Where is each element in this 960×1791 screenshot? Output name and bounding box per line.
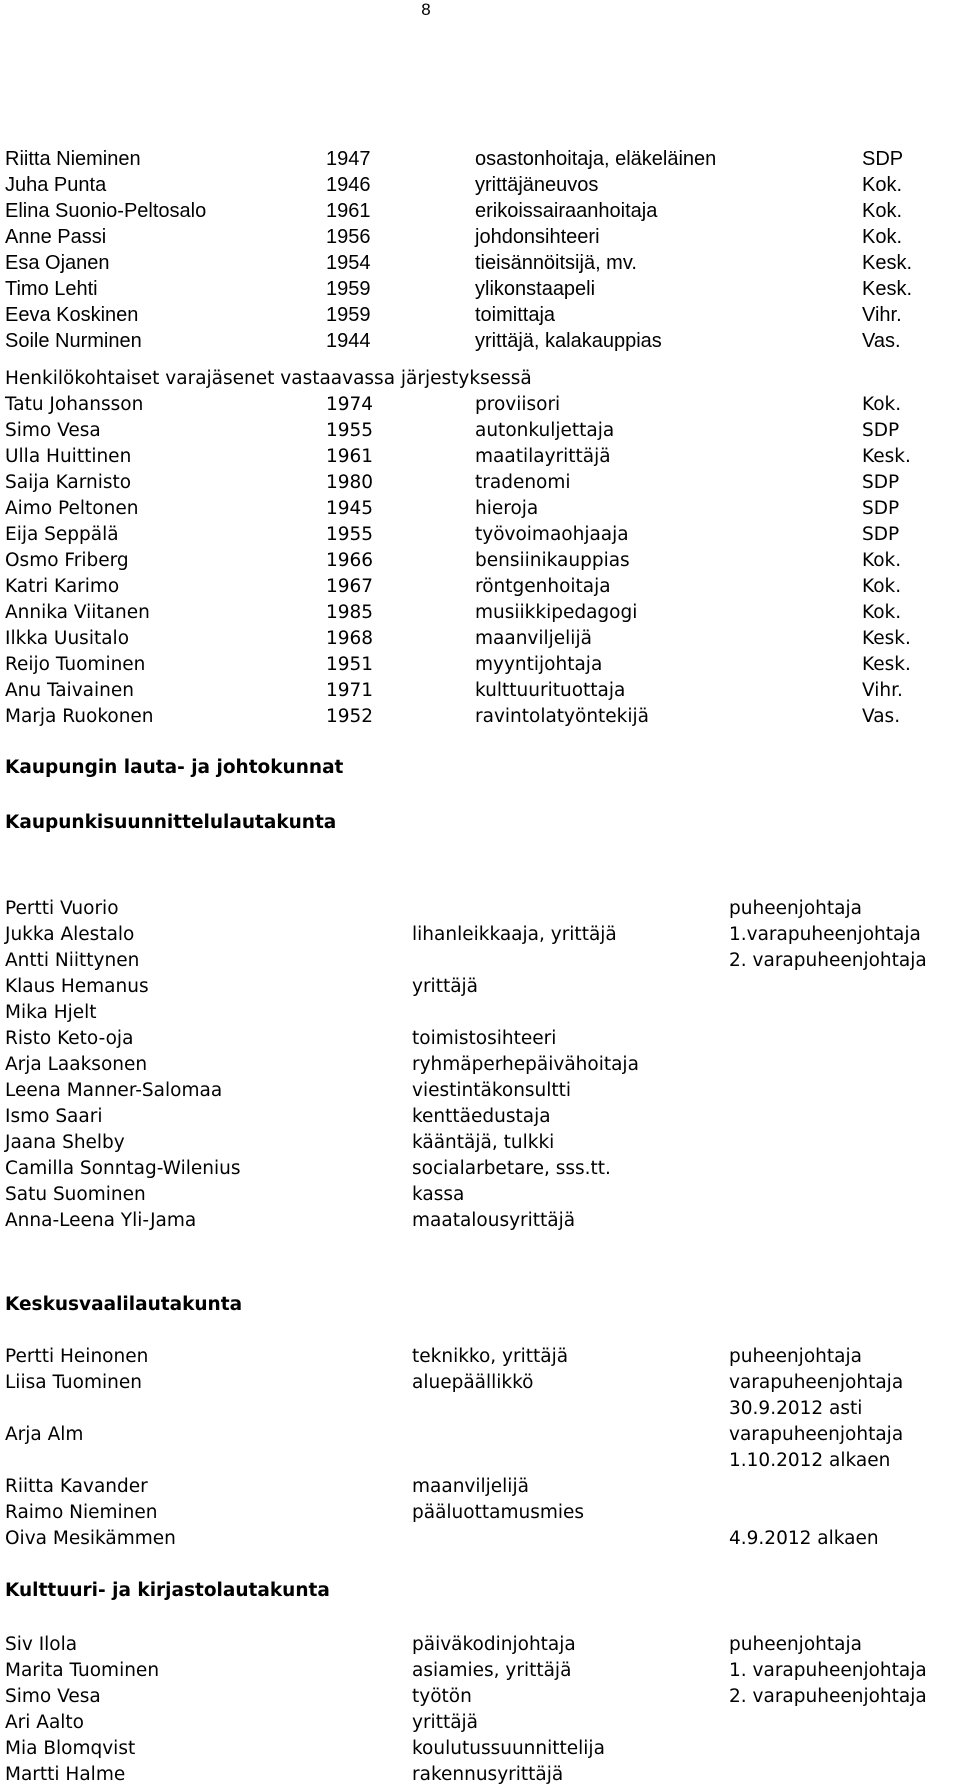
board-title: Kulttuuri- ja kirjastolautakunta: [5, 1580, 330, 1601]
deputy-year: 1955: [326, 420, 374, 441]
board-member-name: Liisa Tuominen: [5, 1372, 142, 1393]
board-member-job: koulutussuunnittelija: [412, 1738, 605, 1759]
table-row: [0, 1026, 960, 1052]
deputy-party: Kok.: [862, 550, 902, 571]
board-member-name: Anna-Leena Yli-Jama: [5, 1210, 197, 1231]
table-row: [0, 198, 960, 224]
deputy-name: Aimo Peltonen: [5, 498, 139, 519]
deputy-name: Ilkka Uusitalo: [5, 628, 130, 649]
deputy-job: musiikkipedagogi: [475, 602, 638, 623]
table-row: [0, 418, 960, 444]
deputy-year: 1945: [326, 498, 374, 519]
deputy-party: SDP: [862, 472, 900, 493]
deputy-job: proviisori: [475, 394, 561, 415]
table-row: [0, 1208, 960, 1234]
board-member-job: lihanleikkaaja, yrittäjä: [412, 924, 617, 945]
table-row: [0, 1500, 960, 1526]
member-job: erikoissairaanhoitaja: [475, 200, 658, 222]
board-member-role: 2. varapuheenjohtaja: [729, 1686, 927, 1707]
board-member-name: Martti Halme: [5, 1764, 126, 1785]
member-year: 1961: [326, 200, 371, 222]
table-row: [0, 1182, 960, 1208]
board-member-job: rakennusyrittäjä: [412, 1764, 564, 1785]
deputy-year: 1980: [326, 472, 374, 493]
board-member-role: varapuheenjohtaja: [729, 1372, 904, 1393]
member-party: SDP: [862, 148, 904, 170]
deputy-party: Kesk.: [862, 654, 911, 675]
board-member-job: kenttäedustaja: [412, 1106, 551, 1127]
table-row: [0, 1130, 960, 1156]
board-member-job: maatalousyrittäjä: [412, 1210, 576, 1231]
deputy-name: Saija Karnisto: [5, 472, 132, 493]
board-member-job: päiväkodinjohtaja: [412, 1634, 576, 1655]
deputy-name: Tatu Johansson: [5, 394, 144, 415]
deputy-name: Anu Taivainen: [5, 680, 134, 701]
board-member-role: 30.9.2012 asti: [729, 1398, 863, 1419]
table-row: [0, 1078, 960, 1104]
deputy-name: Reijo Tuominen: [5, 654, 146, 675]
board-member-name: Antti Niittynen: [5, 950, 140, 971]
deputy-job: autonkuljettaja: [475, 420, 615, 441]
member-year: 1959: [326, 278, 371, 300]
deputy-year: 1955: [326, 524, 374, 545]
table-row: [0, 328, 960, 354]
table-row: [0, 1104, 960, 1130]
table-row: [0, 896, 960, 922]
table-row: [0, 678, 960, 704]
member-job: yrittäjä, kalakauppias: [475, 330, 662, 352]
member-party: Kok.: [862, 200, 903, 222]
member-year: 1944: [326, 330, 371, 352]
deputy-job: myyntijohtaja: [475, 654, 603, 675]
member-party: Kesk.: [862, 252, 913, 274]
table-row: [0, 1422, 960, 1448]
deputy-party: Vas.: [862, 706, 901, 727]
table-row: [0, 626, 960, 652]
board-member-name: Leena Manner-Salomaa: [5, 1080, 223, 1101]
deputy-year: 1985: [326, 602, 374, 623]
board-member-job: viestintäkonsultti: [412, 1080, 572, 1101]
board-member-role: puheenjohtaja: [729, 898, 862, 919]
table-row: [0, 172, 960, 198]
board-member-name: Mia Blomqvist: [5, 1738, 136, 1759]
deputy-job: bensiinikauppias: [475, 550, 630, 571]
table-row: [0, 224, 960, 250]
deputy-name: Ulla Huittinen: [5, 446, 132, 467]
deputy-job: ravintolatyöntekijä: [475, 706, 650, 727]
table-row: [0, 1052, 960, 1078]
table-row: [0, 1736, 960, 1762]
member-name: Eeva Koskinen: [5, 304, 139, 326]
board-member-job: ryhmäperhepäivähoitaja: [412, 1054, 639, 1075]
board-member-job: aluepäällikkö: [412, 1372, 534, 1393]
deputy-job: työvoimaohjaaja: [475, 524, 629, 545]
board-member-name: Arja Laaksonen: [5, 1054, 148, 1075]
deputy-year: 1974: [326, 394, 374, 415]
member-name: Soile Nurminen: [5, 330, 142, 352]
deputy-year: 1967: [326, 576, 374, 597]
board-member-role: 2. varapuheenjohtaja: [729, 950, 927, 971]
board-member-job: pääluottamusmies: [412, 1502, 585, 1523]
board-member-job: maanviljelijä: [412, 1476, 529, 1497]
board-member-job: teknikko, yrittäjä: [412, 1346, 569, 1367]
board-member-name: Pertti Vuorio: [5, 898, 119, 919]
board-member-name: Raimo Nieminen: [5, 1502, 158, 1523]
deputy-year: 1971: [326, 680, 374, 701]
member-name: Timo Lehti: [5, 278, 98, 300]
board-member-name: Jaana Shelby: [5, 1132, 125, 1153]
board-member-name: Ari Aalto: [5, 1712, 84, 1733]
table-row: [0, 1474, 960, 1500]
table-row: [0, 574, 960, 600]
deputy-party: Kok.: [862, 576, 902, 597]
board-member-name: Jukka Alestalo: [5, 924, 135, 945]
board-title: Keskusvaalilautakunta: [5, 1294, 243, 1315]
board-member-job: yrittäjä: [412, 976, 479, 997]
table-row: [0, 146, 960, 172]
deputy-name: Simo Vesa: [5, 420, 101, 441]
member-name: Juha Punta: [5, 174, 107, 196]
deputy-year: 1966: [326, 550, 374, 571]
board-member-name: Simo Vesa: [5, 1686, 101, 1707]
board-member-name: Risto Keto-oja: [5, 1028, 134, 1049]
board-member-name: Klaus Hemanus: [5, 976, 149, 997]
board-member-job: yrittäjä: [412, 1712, 479, 1733]
table-row: [0, 1448, 960, 1474]
board-member-role: 1. varapuheenjohtaja: [729, 1660, 927, 1681]
board-member-role: 4.9.2012 alkaen: [729, 1528, 879, 1549]
member-party: Kesk.: [862, 278, 913, 300]
board-member-role: puheenjohtaja: [729, 1346, 862, 1367]
board-member-name: Satu Suominen: [5, 1184, 146, 1205]
board-member-job: socialarbetare, sss.tt.: [412, 1158, 611, 1179]
member-job: toimittaja: [475, 304, 556, 326]
table-row: [0, 444, 960, 470]
board-member-name: Arja Alm: [5, 1424, 84, 1445]
member-name: Riitta Nieminen: [5, 148, 141, 170]
member-party: Vihr.: [862, 304, 902, 326]
board-member-name: Ismo Saari: [5, 1106, 103, 1127]
board-member-name: Marita Tuominen: [5, 1660, 160, 1681]
table-row: [0, 1632, 960, 1658]
board-member-name: Oiva Mesikämmen: [5, 1528, 176, 1549]
member-party: Kok.: [862, 174, 903, 196]
deputy-party: Vihr.: [862, 680, 903, 701]
board-member-job: toimistosihteeri: [412, 1028, 557, 1049]
member-year: 1959: [326, 304, 371, 326]
member-job: tieisännöitsijä, mv.: [475, 252, 637, 274]
deputies-heading: Henkilökohtaiset varajäsenet vastaavassa järjestyksessä: [5, 368, 532, 389]
member-name: Elina Suonio-Peltosalo: [5, 200, 207, 222]
deputy-year: 1968: [326, 628, 374, 649]
table-row: [0, 496, 960, 522]
table-row: [0, 522, 960, 548]
deputy-year: 1961: [326, 446, 374, 467]
table-row: [0, 1370, 960, 1396]
member-party: Kok.: [862, 226, 903, 248]
table-row: [0, 1344, 960, 1370]
deputy-party: Kesk.: [862, 446, 911, 467]
board-member-job: työtön: [412, 1686, 472, 1707]
member-name: Anne Passi: [5, 226, 107, 248]
member-year: 1946: [326, 174, 371, 196]
page-number: 8: [421, 0, 431, 19]
table-row: [0, 1658, 960, 1684]
deputy-name: Annika Viitanen: [5, 602, 150, 623]
table-row: [0, 548, 960, 574]
section-title: Kaupungin lauta- ja johtokunnat: [5, 757, 344, 778]
board-member-name: Camilla Sonntag-Wilenius: [5, 1158, 241, 1179]
board-member-job: kääntäjä, tulkki: [412, 1132, 555, 1153]
member-year: 1954: [326, 252, 371, 274]
table-row: [0, 1762, 960, 1788]
board-member-role: 1.10.2012 alkaen: [729, 1450, 891, 1471]
table-row: [0, 974, 960, 1000]
deputy-name: Osmo Friberg: [5, 550, 129, 571]
board-member-name: Siv Ilola: [5, 1634, 78, 1655]
table-row: [0, 276, 960, 302]
deputy-party: SDP: [862, 498, 900, 519]
deputy-name: Marja Ruokonen: [5, 706, 154, 727]
deputy-party: SDP: [862, 524, 900, 545]
deputy-job: maanviljelijä: [475, 628, 592, 649]
deputy-name: Katri Karimo: [5, 576, 120, 597]
board-member-job: kassa: [412, 1184, 465, 1205]
board-member-name: Mika Hjelt: [5, 1002, 97, 1023]
table-row: [0, 1156, 960, 1182]
deputy-name: Eija Seppälä: [5, 524, 119, 545]
deputy-job: hieroja: [475, 498, 539, 519]
deputy-year: 1951: [326, 654, 374, 675]
table-row: [0, 1526, 960, 1552]
deputy-party: Kok.: [862, 394, 902, 415]
table-row: [0, 302, 960, 328]
member-year: 1956: [326, 226, 371, 248]
member-year: 1947: [326, 148, 371, 170]
member-job: osastonhoitaja, eläkeläinen: [475, 148, 717, 170]
board-member-job: asiamies, yrittäjä: [412, 1660, 572, 1681]
table-row: [0, 704, 960, 730]
member-job: johdonsihteeri: [475, 226, 600, 248]
board-member-name: Pertti Heinonen: [5, 1346, 149, 1367]
member-party: Vas.: [862, 330, 901, 352]
member-name: Esa Ojanen: [5, 252, 110, 274]
deputy-party: Kok.: [862, 602, 902, 623]
deputy-job: röntgenhoitaja: [475, 576, 611, 597]
table-row: [0, 600, 960, 626]
deputy-job: maatilayrittäjä: [475, 446, 611, 467]
deputy-job: kulttuurituottaja: [475, 680, 626, 701]
table-row: [0, 948, 960, 974]
table-row: [0, 392, 960, 418]
member-job: ylikonstaapeli: [475, 278, 596, 300]
table-row: [0, 1710, 960, 1736]
board-title: Kaupunkisuunnittelulautakunta: [5, 812, 337, 833]
deputy-party: Kesk.: [862, 628, 911, 649]
board-member-name: Riitta Kavander: [5, 1476, 148, 1497]
board-member-role: puheenjohtaja: [729, 1634, 862, 1655]
table-row: [0, 922, 960, 948]
deputy-party: SDP: [862, 420, 900, 441]
deputy-year: 1952: [326, 706, 374, 727]
table-row: [0, 1396, 960, 1422]
board-member-role: varapuheenjohtaja: [729, 1424, 904, 1445]
table-row: [0, 1684, 960, 1710]
table-row: [0, 470, 960, 496]
member-job: yrittäjäneuvos: [475, 174, 599, 196]
table-row: [0, 250, 960, 276]
table-row: [0, 1000, 960, 1026]
table-row: [0, 652, 960, 678]
board-member-role: 1.varapuheenjohtaja: [729, 924, 921, 945]
deputy-job: tradenomi: [475, 472, 571, 493]
